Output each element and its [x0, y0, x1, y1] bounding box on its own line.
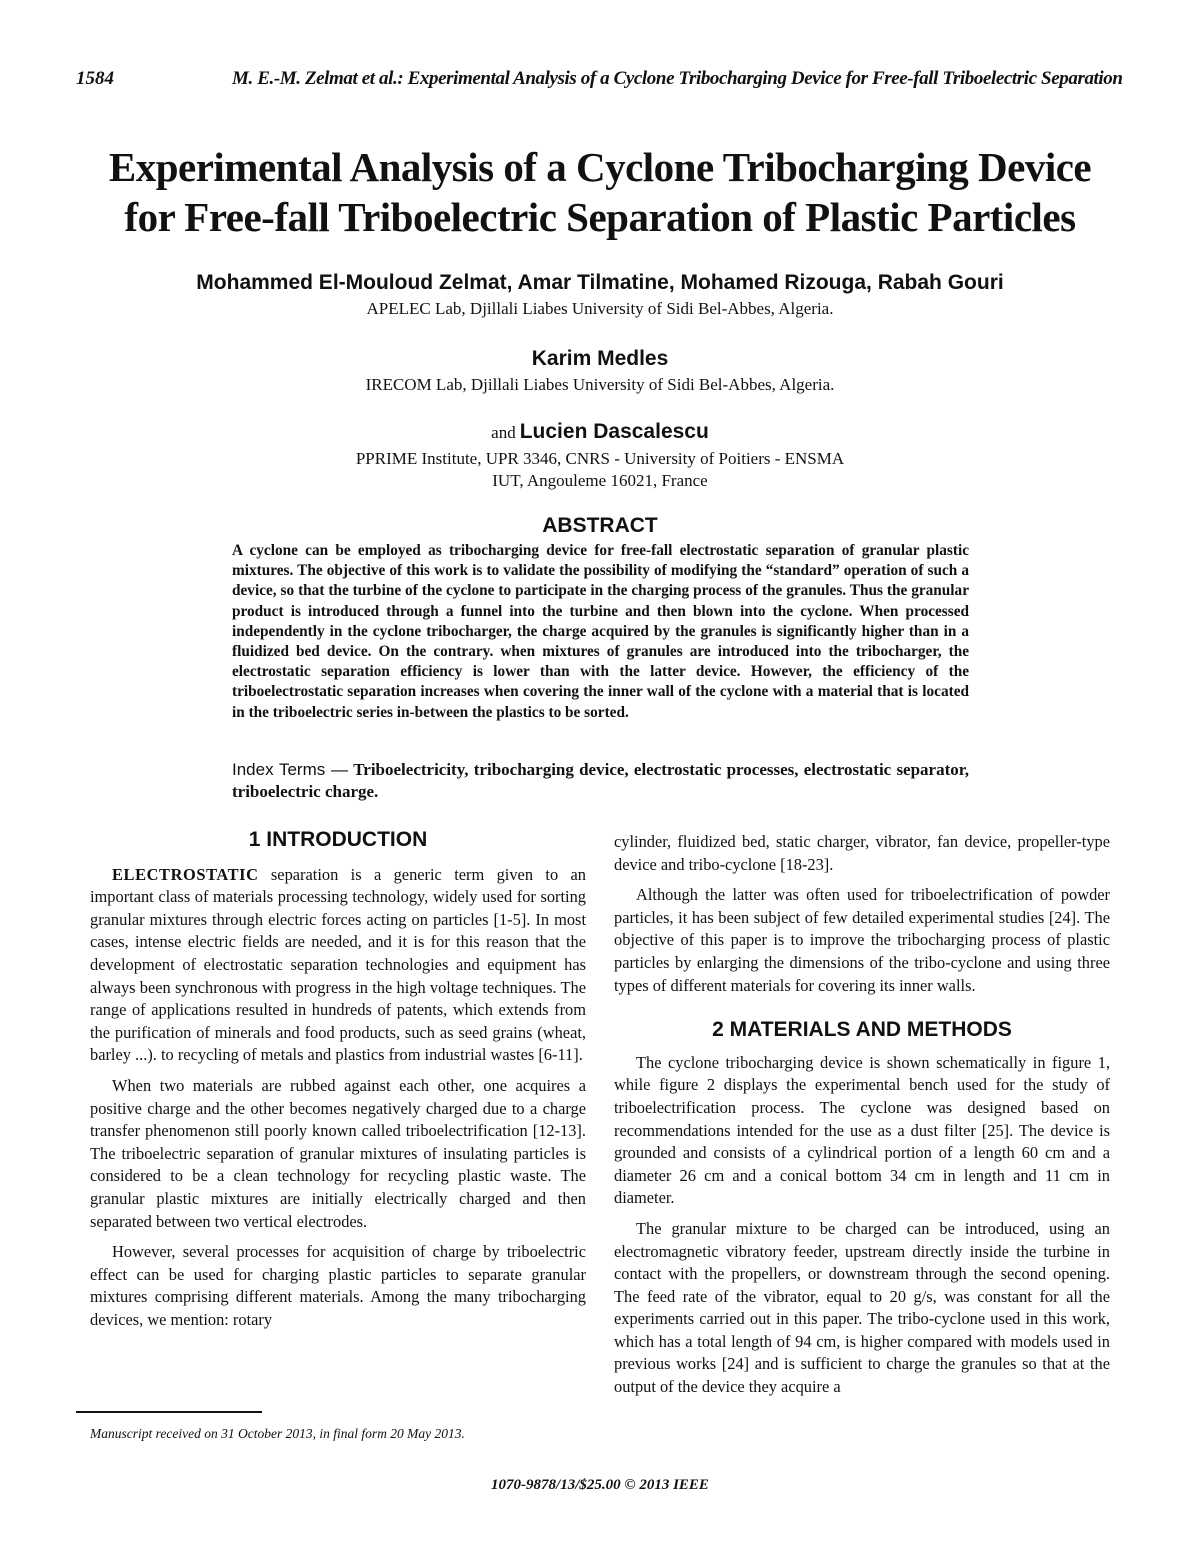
affiliation-3b: IUT, Angouleme 16021, France	[492, 471, 708, 490]
page-number: 1584	[76, 68, 114, 89]
intro-paragraph-1-text: separation is a generic term given to an important class of materials processing technology, widely used for sorting granular mixtures through electric forces acting on particles [1-5]. In most cases, intense electric fields are needed, and it is for this reason that the development of electrostatic separation technologies and equipment has always been synchronous with progress in the high voltage techniques. The range of applications resulted in hundreds of patents, which extends from the purification of minerals and food products, such as seed grains (wheat, barley ...). to recycling of metals and plastics from industrial wastes [6-11].	[90, 864, 586, 1065]
footnote: Manuscript received on 31 October 2013, in final form 20 May 2013.	[90, 1426, 465, 1441]
affiliation-3a: PPRIME Institute, UPR 3346, CNRS - University of Poitiers - ENSMA	[355, 449, 845, 468]
author-group-3	[100, 420, 1100, 444]
affiliation-2: IRECOM Lab, Djillali Liabes University of Sidi Bel-Abbes, Algeria.	[365, 375, 835, 394]
affiliation-1: APELEC Lab, Djillali Liabes University of Sidi Bel-Abbes, Algeria.	[366, 299, 834, 318]
running-header: M. E.-M. Zelmat et al.: Experimental Analysis of a Cyclone Tribocharging Device for Free-fall Triboelectric Separation	[232, 68, 1123, 89]
section-heading-materials: 2 MATERIALS AND METHODS	[712, 1018, 1012, 1042]
paper-title	[60, 142, 1140, 242]
intro-paragraph-3-continued: cylinder, fluidized bed, static charger, vibrator, fan device, propeller-type device and tribo-cyclone [18-23].	[614, 832, 1110, 874]
intro-paragraph-4: Although the latter was often used for triboelectrification of powder particles, it has been subject of few detailed experimental studies [24]. The objective of this paper is to improve the tribocharging process of plastic particles by enlarging the dimensions of the tribo-cyclone and using three types of different materials for covering its inner walls.	[614, 885, 1110, 995]
lead-word: ELECTROSTATIC	[112, 864, 259, 884]
copyright-footer: 1070-9878/13/$25.00 © 2013 IEEE	[491, 1477, 709, 1493]
intro-paragraph-1	[90, 864, 586, 1067]
index-terms-label: Index Terms —	[232, 760, 348, 779]
title-line-1: Experimental Analysis of a Cyclone Tribocharging Device	[108, 144, 1092, 190]
left-column	[90, 829, 586, 1339]
methods-paragraph-2: The granular mixture to be charged can be introduced, using an electromagnetic vibratory feeder, upstream directly inside the turbine in contact with the propellers, or downstream through the second opening. The feed rate of the vibrator, equal to 20 g/s, was constant for all the experiments carried out in this paper. The tribo-cyclone used in this work, which has a total length of 94 cm, is higher compared with models used in previous works [24] and is sufficient to charge the granules so that at the output of the device they acquire a	[614, 1218, 1110, 1397]
section-heading-introduction: 1 INTRODUCTION	[248, 828, 428, 851]
author-group-2: Karim Medles	[531, 347, 669, 370]
right-column	[614, 831, 1110, 1407]
intro-paragraph-3: However, several processes for acquisition of charge by triboelectric effect can be used for charging plastic particles to separate granular mixtures comprising different materials. Among the many tribocharging devices, we mention: rotary	[90, 1242, 586, 1329]
author-name: Lucien Dascalescu	[519, 420, 709, 443]
footnote-rule	[76, 1411, 262, 1413]
methods-paragraph-1: The cyclone tribocharging device is shown schematically in figure 1, while figure 2 displays the experimental bench used for the study of triboelectrification process. The cyclone was designed based on recommendations intended for the use as a dust filter [25]. The device is grounded and consists of a cylindrical portion of a length 60 cm and a diameter 26 cm and a conical bottom 34 cm in length and 11 cm in diameter.	[614, 1052, 1110, 1208]
index-terms-list: Triboelectricity, tribocharging device, electrostatic processes, electrostatic separator, triboelectric charge.	[232, 760, 969, 801]
title-line-2: for Free-fall Triboelectric Separation of Plastic Particles	[124, 194, 1076, 240]
author-prefix: and	[491, 423, 516, 442]
index-terms	[232, 759, 969, 803]
intro-paragraph-2: When two materials are rubbed against each other, one acquires a positive charge and the other becomes negatively charged due to a charge transfer phenomenon still poorly known called triboelectrification [12-13]. The triboelectric separation of granular mixtures of insulating particles is considered to be a clean technology for recycling plastic waste. The granular plastic mixtures are initially electrically charged and then separated between two vertical electrodes.	[90, 1075, 586, 1231]
abstract-text: A cyclone can be employed as tribocharging device for free-fall electrostatic separation of granular plastic mixtures. The objective of this work is to validate the possibility of modifying the “standard” operation of such a device, so that the turbine of the cyclone to participate in the charging process of the granules. Thus the granular product is introduced through a funnel into the turbine and then blown into the cyclone. When processed independently in the cyclone tribocharger, the charge acquired by the granules is significantly higher than in a fluidized bed device. On the contrary. when mixtures of granules are introduced into the tribocharger, the electrostatic separation efficiency is lower than with the latter device. However, the efficiency of the triboelectrostatic separation increases when covering the inner wall of the cyclone with a material that is located in the triboelectric series in-between the plastics to be sorted.	[232, 542, 969, 721]
abstract-heading: ABSTRACT	[542, 514, 658, 537]
author-group-1: Mohammed El-Mouloud Zelmat, Amar Tilmatine, Mohamed Rizouga, Rabah Gouri	[196, 271, 1004, 294]
